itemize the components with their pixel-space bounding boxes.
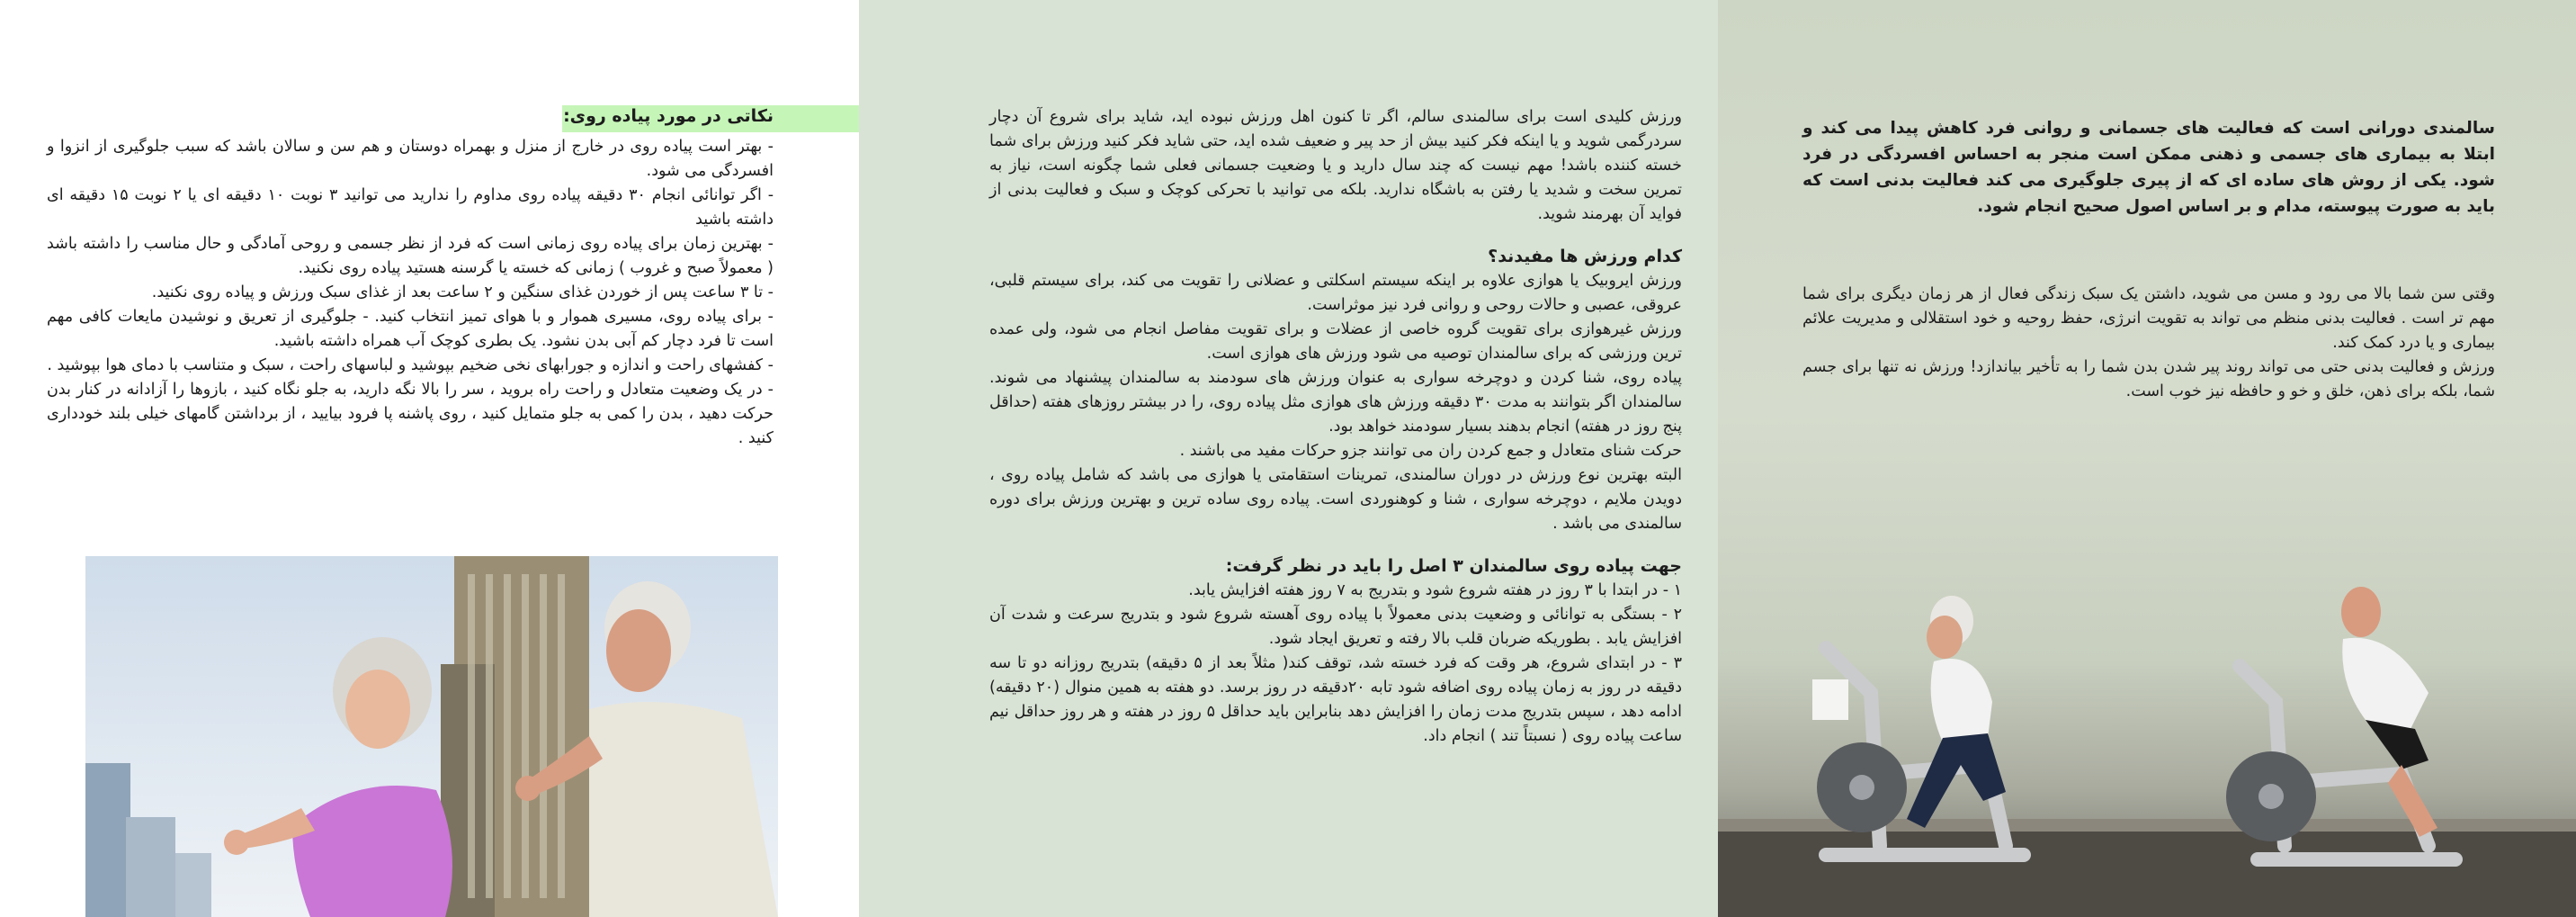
tips-title: نکاتی در مورد پیاده روی: [563, 106, 774, 126]
principle-item: ۳ - در ابتدای شروع، هر وقت که فرد خسته شد، توقف کند( مثلاً بعد از ۵ دقیقه) بتدریج روزانه دو تا سه دقیقه در روز به زمان پیاده روی اضافه شود تابه ۲۰دقیقه در روز برسد. دو هفته به همین منوال (۲۰ دقیقه) ادامه دهد ، سپس بتدریج مدت زمان را افزایش دهد بنابراین باید حداقل ۵ روز در هفته و هر روز حداقل نیم ساعت پیاده روی ( نسبتاً تند ) انجام داد. [989, 654, 1682, 745]
active-life-text [1802, 283, 2495, 404]
exercise-paragraph: پیاده روی، شنا کردن و دوچرخه سواری به عنوان ورزش های سودمند به سالمندان پیشنهاد می شوند. سالمندان اگر بتوانند به مدت ۳۰ دقیقه ورزش های هوازی مثل پیاده روی، را در بیشتر روزهای هفته (حداقل پنج روز در هفته) انجام بدهند بسیار سودمند خواهد بود. [989, 369, 1682, 436]
body-paragraph: وقتی سن شما بالا می رود و مسن می شوید، داشتن یک سبک زندگی فعال از هر زمان دیگری برای شما مهم تر است . فعالیت بدنی منظم می تواند به تقویت انرژی، حفظ روحیه و خود استقلالی و مدیریت علائم بیماری و یا درد کمک کند. [1802, 285, 2495, 352]
body-paragraph: ورزش و فعالیت بدنی حتی می تواند روند پیر شدن بدن شما را به تأخیر بیاندازد! ورزش نه تنها برای جسم شما، بلکه برای ذهن، خلق و خو و حافظه نیز خوب است. [1802, 358, 2495, 400]
tip-item: - در یک وضعیت متعادل و راحت راه بروید ، سر را بالا نگه دارید، به جلو نگاه کنید ، بازوها را آزادانه در کنار بدن حرکت دهید ، بدن را کمی به جلو متمایل کنید ، روی پاشنه پا فرود بیایید ، از برداشتن گامهای خیلی بلند خودداری کنید . [47, 381, 774, 447]
walking-principles-heading: جهت پیاده روی سالمندان ۳ اصل را باید در نظر گرفت: [1225, 556, 1682, 576]
exercise-paragraph: ورزش غیرهوازی برای تقویت گروه خاصی از عضلات و برای تقویت مفاصل انجام می شود، ولی عمده ترین ورزشی که برای سالمندان توصیه می شود ورزش های هوازی است. [989, 320, 1682, 363]
exercise-article [989, 105, 1682, 749]
walking-tips-list [47, 135, 774, 451]
middle-panel [859, 0, 1718, 917]
tip-item: - بهترین زمان برای پیاده روی زمانی است که فرد از نظر جسمی و روحی آمادگی و حال مناسب را داشته باشد ( معمولاً صبح و غروب ) زمانی که خسته یا گرسنه هستید پیاده روی نکنید. [47, 235, 774, 277]
tip-item: - بهتر است پیاده روی در خارج از منزل و بهمراه دوستان و هم سن و سالان باشد که سبب جلوگیری از انزوا و افسردگی می شود. [47, 138, 774, 180]
principle-item: ۲ - بستگی به توانائی و وضعیت بدنی معمولاً با پیاده روی آهسته شروع شود و بتدریج سرعت و شدت آن افزایش یابد . بطوریکه ضربان قلب بالا رفته و تعریق ایجاد شود. [989, 606, 1682, 648]
right-panel [1718, 0, 2576, 917]
intro-paragraph: ورزش کلیدی است برای سالمندی سالم، اگر تا کنون اهل ورزش نبوده اید، شاید برای شروع آن دچار سردرگمی شوید و یا اینکه فکر کنید بیش از حد پیر و ضعیف شده اید، حتی شاید فکر کنید ورزش برای شما خسته کننده باشد! مهم نیست که چند سال دارید و یا وضعیت جسمانی فعلی شما چگونه است، نیاز به تمرین سخت و شدید یا رفتن به باشگاه ندارید. بلکه می توانید با تحرکی کوچک و سبک و فعالیت بدنی از فواید آن بهرمند شوید. [989, 108, 1682, 223]
exercise-paragraph: حرکت شنای متعادل و جمع کردن ران می توانند جزو حرکات مفید می باشند . [1179, 442, 1682, 460]
tip-item: - اگر توانائی انجام ۳۰ دقیقه پیاده روی مداوم را ندارید می توانید ۳ نوبت ۱۰ دقیقه ای یا ۲ نوبت ۱۵ دقیقه ای داشته باشید [47, 186, 774, 229]
left-panel [0, 0, 859, 917]
useful-exercises-heading: کدام ورزش ها مفیدند؟ [1488, 247, 1682, 266]
aging-intro: سالمندی دورانی است که فعالیت های جسمانی و روانی فرد کاهش پیدا می کند و ابتلا به بیماری های جسمی و ذهنی ممکن است منجر به احساس افسردگی در فرد شود. یکی از روش های ساده ای که از پیری جلوگیری می کند فعالیت بدنی است که باید به صورت پیوسته، مدام و بر اساس اصول صحیح انجام شود. [1802, 119, 2495, 216]
exercise-paragraph: البته بهترین نوع ورزش در دوران سالمندی، تمرینات استقامتی یا هوازی می باشد که شامل پیاده روی ، دویدن ملایم ، دوچرخه سواری ، شنا و کوهنوردی است. پیاده روی ساده ترین و بهترین ورزش برای دوره سالمندی می باشد . [989, 466, 1682, 533]
cycling-couple-photo [1718, 558, 2576, 917]
tip-item: - کفشهای راحت و اندازه و جورابهای نخی ضخیم بپوشید و لباسهای راحت ، سبک و متناسب با دمای هوا بپوشید . [47, 356, 774, 374]
exercise-paragraph: ورزش ایروبیک یا هوازی علاوه بر اینکه سیستم اسکلتی و عضلانی را تقویت می کند، برای سیستم قلبی، عروقی، عصبی و حالات روحی و روانی فرد نیز موثراست. [989, 272, 1682, 314]
walking-couple-photo [85, 556, 778, 917]
principle-item: ۱ - در ابتدا با ۳ روز در هفته شروع شود و بتدریج به ۷ روز هفته افزایش یابد. [1188, 581, 1682, 599]
tip-item: - تا ۳ ساعت پس از خوردن غذای سنگین و ۲ ساعت بعد از غذای سبک ورزش و پیاده روی نکنید. [151, 283, 774, 301]
tip-item: - برای پیاده روی، مسیری هموار و با هوای تمیز انتخاب کنید. - جلوگیری از تعریق و نوشیدن مایعات کافی مهم است تا فرد دچار کم آبی بدن نشود. یک بطری کوچک آب همراه داشته باشید. [47, 308, 774, 350]
